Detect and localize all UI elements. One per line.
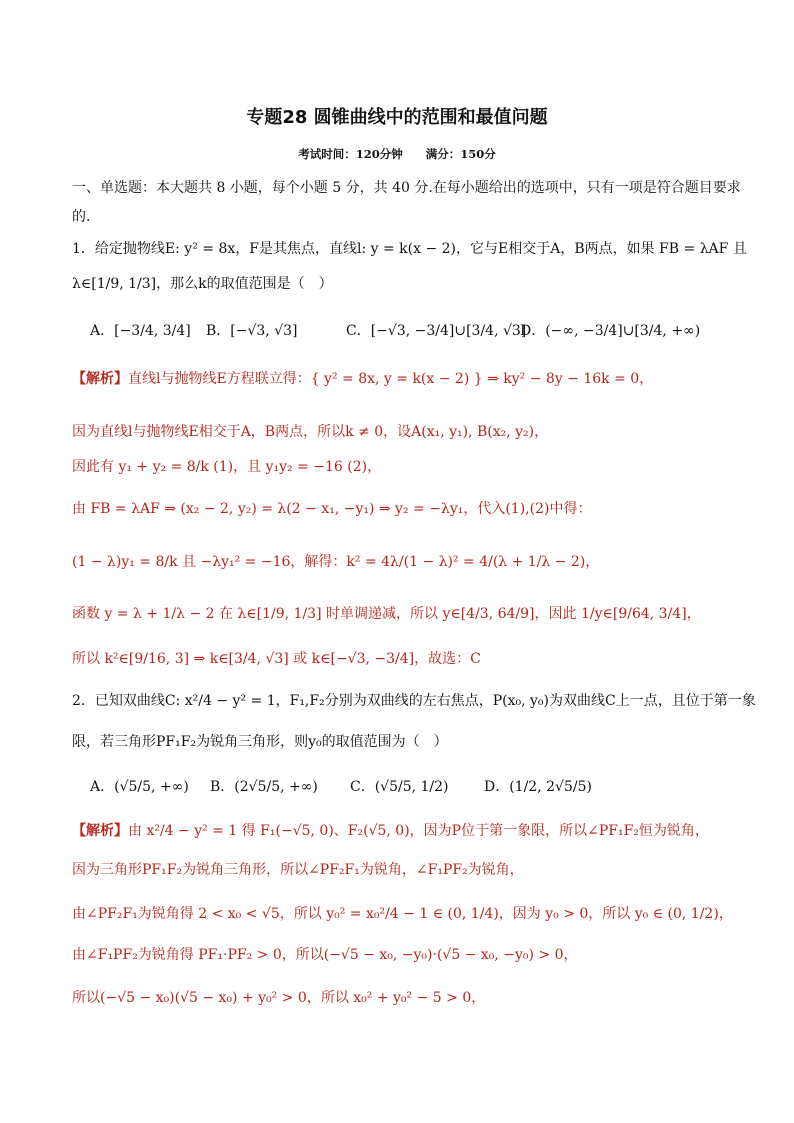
q1-solution-line4: 由 FB = λAF ⇒ (x₂ − 2, y₂) = λ(2 − x₁, −y₁) ⇒ y₂ = −λy₁，代入(1),(2)中得： [72, 501, 592, 517]
q1-stem-line1: 1．给定抛物线E: y² = 8x，F是其焦点，直线l: y = k(x − 2)，它与E相交于A，B两点，如果 FB = λAF 且 [72, 241, 747, 257]
q2-option-b: B．(2√5/5, +∞) [210, 779, 318, 795]
q1-stem-line2: λ∈[1/9, 1/3]，那么k的取值范围是（ ） [72, 276, 333, 292]
q1-solution-line5: (1 − λ)y₁ = 8/k 且 −λy₁² = −16，解得：k² = 4λ/(1 − λ)² = 4/(λ + 1/λ − 2)， [72, 554, 600, 570]
section-heading: 一、单选题：本大题共 8 小题，每个小题 5 分，共 40 分.在每小题给出的选项中，只有一项是符合题目要求 [72, 180, 741, 196]
solution-tag: 【解析】 [72, 823, 128, 839]
q2-option-c: C．(√5/5, 1/2) [350, 779, 449, 795]
q1-solution-line7: 所以 k²∈[9/16, 3] ⇒ k∈[3/4, √3] 或 k∈[−√3, −3/4]，故选：C [72, 651, 481, 667]
q2-stem-line1: 2．已知双曲线C: x²/4 − y² = 1，F₁,F₂分别为双曲线的左右焦点，P(x₀, y₀)为双曲线C上一点，且位于第一象 [72, 693, 756, 709]
q1-option-d: D．(−∞, −3/4]∪[3/4, +∞) [520, 323, 701, 339]
page-title: 专题28 圆锥曲线中的范围和最值问题 [246, 107, 548, 128]
solution-tag: 【解析】 [72, 371, 128, 387]
q2-solution-line4: 由∠F₁PF₂为锐角得 PF₁·PF₂ > 0，所以(−√5 − x₀, −y₀)·(√5 − x₀, −y₀) > 0， [72, 947, 578, 963]
q1-solution-line3: 因此有 y₁ + y₂ = 8/k (1)，且 y₁y₂ = −16 (2)， [72, 459, 382, 475]
q2-solution-text1: 由 x²/4 − y² = 1 得 F₁(−√5, 0)、F₂(√5, 0)，因为P位于第一象限，所以∠PF₁F₂恒为锐角， [128, 823, 709, 839]
q2-stem-line2: 限，若三角形PF₁F₂为锐角三角形，则y₀的取值范围为（ ） [72, 734, 448, 750]
q1-option-a: A．[−3/4, 3/4] [90, 323, 191, 339]
q1-solution-text1: 直线l与抛物线E方程联立得：{ y² = 8x, y = k(x − 2) } ⇒ ky² − 8y − 16k = 0， [128, 371, 654, 387]
section-heading-cont: 的. [72, 209, 91, 225]
q2-solution-line2: 因为三角形PF₁F₂为锐角三角形，所以∠PF₂F₁为锐角，∠F₁PF₂为锐角， [72, 862, 524, 878]
q1-option-b: B．[−√3, √3] [206, 323, 298, 339]
q1-solution-line1 [72, 370, 653, 388]
q1-option-c: C．[−√3, −3/4]∪[3/4, √3] [346, 323, 527, 339]
q2-solution-line1 [72, 822, 709, 840]
exam-info: 考试时间：120分钟 满分：150分 [298, 147, 496, 161]
q2-solution-line5: 所以(−√5 − x₀)(√5 − x₀) + y₀² > 0，所以 x₀² + y₀² − 5 > 0， [72, 990, 486, 1006]
q2-solution-line3: 由∠PF₂F₁为锐角得 2 < x₀ < √5，所以 y₀² = x₀²/4 − 1 ∈ (0, 1/4)，因为 y₀ > 0，所以 y₀ ∈ (0, 1/2)， [72, 906, 733, 922]
q1-solution-line6: 函数 y = λ + 1/λ − 2 在 λ∈[1/9, 1/3] 时单调递减，所以 y∈[4/3, 64/9]，因此 1/y∈[9/64, 3/4]， [72, 606, 701, 622]
q1-solution-line2: 因为直线l与抛物线E相交于A，B两点，所以k ≠ 0，设A(x₁, y₁), B(x₂, y₂)， [72, 424, 549, 440]
q2-option-a: A．(√5/5, +∞) [90, 779, 189, 795]
q2-option-d: D．(1/2, 2√5/5) [484, 779, 592, 795]
